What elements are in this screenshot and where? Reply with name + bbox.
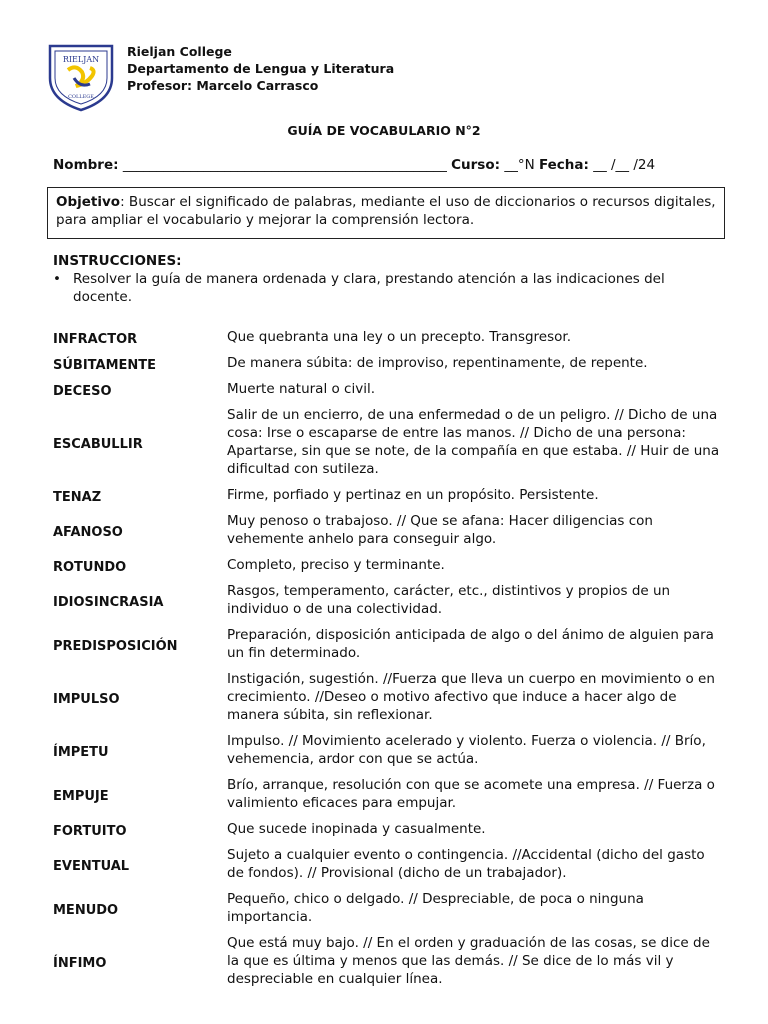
vocabulary-definition: Salir de un encierro, de una enfermedad o de un peligro. // Dicho de una cosa: Irse o escaparse de entre las manos. // Dicho de una persona: Apartarse, sin que se note, de la compañía en que estaba. // Huir de una dificultad con sutileza. (227, 407, 720, 477)
vocabulary-row (53, 352, 723, 378)
vocabulary-row (53, 580, 723, 624)
logo-text-top: RIELJAN (62, 55, 100, 64)
vocabulary-row (53, 668, 723, 730)
vocabulary-definition: Firme, porfiado y pertinaz en un propósito. Persistente. (227, 487, 599, 503)
vocabulary-term: ÍNFIMO (53, 956, 107, 971)
vocabulary-definition: Pequeño, chico o delgado. // Despreciable, de poca o ninguna importancia. (227, 891, 644, 925)
objective-box (47, 187, 725, 239)
date-label: Fecha: (538, 157, 589, 173)
vocabulary-definition: Que está muy bajo. // En el orden y graduación de las cosas, se dice de la que es última y menos que las demás. // Se dice de lo más vil y despreciable en cualquier línea. (227, 935, 710, 987)
vocabulary-body (53, 326, 723, 994)
vocabulary-row (53, 888, 723, 932)
vocabulary-definition: Sujeto a cualquier evento o contingencia. //Accidental (dicho del gasto de fondos). // Provisional (dicho de un trabajador). (227, 847, 705, 881)
school-logo (46, 40, 116, 112)
vocabulary-term: ÍMPETU (53, 745, 109, 760)
vocabulary-row (53, 624, 723, 668)
vocabulary-row (53, 932, 723, 994)
vocabulary-term: EMPUJE (53, 789, 109, 804)
instruction-item (53, 270, 723, 306)
header-block (127, 43, 394, 94)
course-label: Curso: (451, 157, 501, 173)
vocabulary-term: DECESO (53, 384, 112, 399)
vocabulary-row (53, 774, 723, 818)
vocabulary-term: FORTUITO (53, 824, 127, 839)
instructions-list (53, 270, 723, 306)
vocabulary-term: EVENTUAL (53, 859, 130, 874)
vocabulary-row (53, 378, 723, 404)
vocabulary-term: TENAZ (53, 490, 102, 505)
guide-title: GUÍA DE VOCABULARIO N°2 (287, 123, 481, 138)
date-field[interactable]: __ /__ /24 (593, 157, 656, 173)
vocabulary-definition: Que sucede inopinada y casualmente. (227, 821, 486, 837)
vocabulary-row (53, 484, 723, 510)
vocabulary-table (53, 326, 723, 994)
vocabulary-row (53, 326, 723, 352)
vocabulary-definition: Completo, preciso y terminante. (227, 557, 445, 573)
vocabulary-term: ESCABULLIR (53, 437, 143, 452)
vocabulary-definition: Brío, arranque, resolución con que se acomete una empresa. // Fuerza o valimiento eficaces para empujar. (227, 777, 715, 811)
vocabulary-definition: Que quebranta una ley o un precepto. Transgresor. (227, 329, 572, 345)
vocabulary-definition: Rasgos, temperamento, carácter, etc., distintivos y propios de un individuo o de una colectividad. (227, 583, 671, 617)
vocabulary-definition: De manera súbita: de improviso, repentinamente, de repente. (227, 355, 648, 371)
name-field[interactable]: ________________________________________________ (122, 157, 447, 173)
student-form-line (53, 157, 655, 173)
school-name: Rieljan College (127, 44, 232, 59)
vocabulary-row (53, 510, 723, 554)
vocabulary-term: AFANOSO (53, 525, 123, 540)
vocabulary-definition: Muy penoso o trabajoso. // Que se afana: Hacer diligencias con vehemente anhelo para conseguir algo. (227, 513, 653, 547)
name-label: Nombre: (53, 157, 119, 173)
vocabulary-row (53, 730, 723, 774)
vocabulary-definition: Preparación, disposición anticipada de algo o del ánimo de alguien para un fin determinado. (227, 627, 714, 661)
bullet-icon: • (53, 271, 61, 287)
vocabulary-term: INFRACTOR (53, 332, 138, 347)
vocabulary-term: MENUDO (53, 903, 119, 918)
vocabulary-term: IMPULSO (53, 692, 120, 707)
vocabulary-definition: Instigación, sugestión. //Fuerza que lleva un cuerpo en movimiento o en crecimiento. //Deseo o motivo afectivo que induce a hacer algo de manera súbita, sin reflexionar. (227, 671, 715, 723)
objective-label: Objetivo (56, 194, 121, 210)
vocabulary-definition: Muerte natural o civil. (227, 381, 375, 397)
objective-text: : Buscar el significado de palabras, mediante el uso de diccionarios o recursos digitales, para ampliar el vocabulario y mejorar la comprensión lectora. (56, 194, 716, 228)
vocabulary-definition: Impulso. // Movimiento acelerado y violento. Fuerza o violencia. // Brío, vehemencia, ardor con que se actúa. (227, 733, 706, 767)
course-field[interactable]: __°N (504, 157, 535, 173)
vocabulary-row (53, 844, 723, 888)
vocabulary-term: IDIOSINCRASIA (53, 595, 164, 610)
instructions-title: INSTRUCCIONES: (53, 253, 182, 269)
logo-text-bottom: COLLEGE (68, 94, 94, 100)
department-name: Departamento de Lengua y Literatura (127, 61, 395, 76)
instruction-text: Resolver la guía de manera ordenada y clara, prestando atención a las indicaciones del docente. (73, 271, 665, 305)
teacher-name: Profesor: Marcelo Carrasco (127, 78, 319, 93)
vocabulary-row (53, 818, 723, 844)
vocabulary-row (53, 404, 723, 484)
vocabulary-row (53, 554, 723, 580)
vocabulary-term: SÚBITAMENTE (53, 358, 157, 373)
vocabulary-term: ROTUNDO (53, 560, 127, 575)
vocabulary-term: PREDISPOSICIÓN (53, 639, 178, 654)
